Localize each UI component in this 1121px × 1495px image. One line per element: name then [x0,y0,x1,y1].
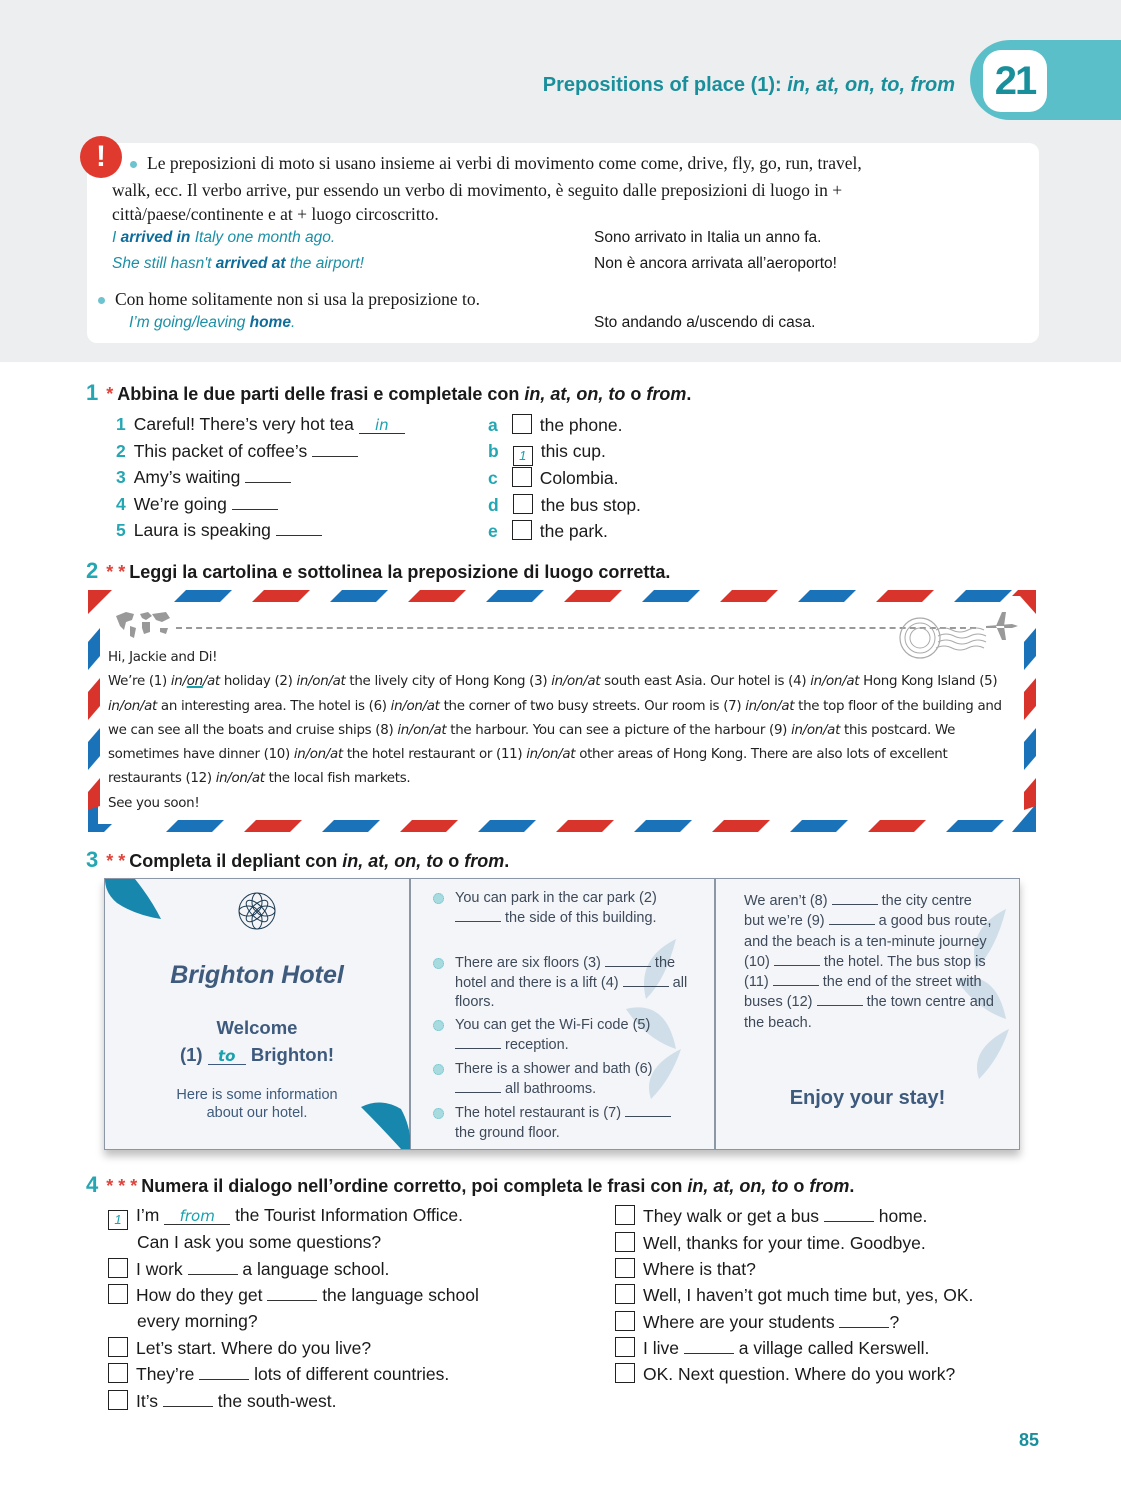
answer-blank[interactable]: to [208,1049,246,1065]
brochure-panel-cover [104,878,410,1150]
answer-blank[interactable] [829,913,875,925]
airmail-corner-top-left [88,590,112,614]
difficulty-stars-icon: * * * [106,1176,138,1196]
order-checkbox[interactable] [615,1258,635,1278]
text: We’re (1) [108,674,171,690]
dialogue-line [615,1363,955,1385]
page-title [543,74,955,97]
note-para2 [98,289,480,310]
example-bold: arrived in [120,229,191,246]
info-text [105,1086,409,1122]
text: They walk or get a bus [643,1206,824,1226]
opt-in: in/ [170,674,187,690]
answer-blank[interactable] [312,441,358,457]
hotel-brochure [104,878,1020,1150]
instruction-italic: from [809,1176,850,1196]
item-text: This packet of coffee’s [133,441,308,461]
answer-blank[interactable]: in [359,418,405,434]
text: We aren’t (8) [744,893,832,909]
answer-blank[interactable] [824,1206,874,1222]
text: the side of this building. [501,909,657,926]
example-text: the airport! [285,255,364,272]
dialogue-line [615,1337,929,1359]
order-checkbox[interactable] [108,1284,128,1304]
text: Where are your students [643,1312,840,1332]
bullet-icon [130,161,137,168]
text: the language school [317,1285,479,1305]
item-letter: d [488,495,499,515]
note-example-2 [112,255,364,273]
ex1-right-item [488,520,608,542]
exercise-2-heading [86,558,670,584]
title-prepositions: in, at, on, to, from [787,74,955,96]
order-checkbox[interactable] [615,1337,635,1357]
text: OK. Next question. Where do you work? [643,1364,956,1384]
note-translation-1: Sono arrivato in Italia un anno fa. [594,229,822,246]
text: the corner of two busy streets. Our room is (7) [439,698,746,714]
exercise-4-heading: 4 * * * Numera il dialogo nell’ordine corretto, poi completa le frasi con in, at, on, to o from. [86,1172,855,1197]
item-number: 2 [116,441,126,461]
answer-blank[interactable] [684,1338,734,1354]
option-4[interactable]: in/on/at [810,674,860,690]
bullet-icon [98,297,105,304]
option-6[interactable]: in/on/at [390,698,440,714]
bullet-icon [433,958,444,969]
order-checkbox[interactable] [615,1311,635,1331]
difficulty-stars-icon: * [106,384,114,404]
item-text: Laura is speaking [133,520,271,540]
opt-on-underlined: on [186,674,203,690]
answer-blank[interactable] [605,955,651,967]
example-text: . [290,314,296,331]
ex1-right-item [488,414,622,436]
item-text: the park. [539,521,608,541]
order-checkbox[interactable] [615,1232,635,1252]
note-para1-line2: walk, ecc. Il verbo arrive, pur essendo un verbo di movimento, è seguito dalle preposizioni di luogo in + [112,180,843,200]
example-text: I [112,229,121,246]
text: The hotel restaurant is (7) [455,1105,626,1121]
item-letter: c [488,468,498,488]
option-1[interactable] [171,674,220,689]
answer-blank[interactable] [832,893,878,905]
ex1-left-item [116,494,278,515]
note-text: Con home solitamente non si usa la preposizione to. [115,289,481,309]
instruction-text: Completa il depliant con [129,851,343,871]
text: the lively city of Hong Kong (3) [345,674,552,690]
text: It’s [136,1391,163,1411]
instruction-text: o [443,851,465,871]
ex1-left-item [116,441,358,462]
text: ? [889,1312,900,1332]
item-text: this cup. [540,441,606,461]
text: all floors. [455,974,688,1010]
item-letter: b [488,441,499,461]
text: I’m [136,1205,165,1225]
ex1-left-item [116,467,291,488]
checkbox[interactable] [513,494,533,514]
text: this postcard. We sometimes have dinner (10) [108,722,956,763]
option-8[interactable]: in/on/at [397,722,447,738]
option-5[interactable]: in/on/at [108,698,157,714]
world-map-icon [112,608,172,642]
text: Well, I haven’t got much time but, yes, OK. [643,1285,974,1305]
answer-blank[interactable] [455,910,501,922]
ex1-right-item [488,467,619,489]
text: the top floor of the building and we can see all the boats and cruise ships (8) [108,698,1002,738]
instruction-text: Leggi la cartolina e sottolinea la preposizione di luogo corretta. [129,562,671,582]
difficulty-stars-icon: * * [106,851,126,871]
item-number: 5 [116,520,126,540]
dialogue-line [108,1205,463,1230]
note-para1-line3: città/paese/continente e at + luogo circoscritto. [112,204,439,224]
answer-blank[interactable] [276,520,322,536]
answer-blank[interactable]: from [164,1209,230,1225]
answer-blank[interactable] [455,1037,501,1049]
item-text: the phone. [539,415,623,435]
airmail-stripe-top [166,590,1046,602]
exercise-number: 3 [86,847,99,872]
exercise-3-heading: 3 * * Completa il depliant con in, at, on, to o from. [86,847,510,872]
text: Where is that? [643,1259,756,1279]
item-text: the bus stop. [540,495,641,515]
mandala-logo-icon [237,891,277,931]
bullet-icon [433,1064,444,1075]
order-checkbox[interactable] [615,1205,635,1225]
postcard [88,590,1036,832]
airmail-stripe-bottom [166,820,1046,832]
text: (1) [179,1044,208,1065]
welcome-line-2 [105,1041,409,1068]
exclamation-icon: ! [80,136,122,178]
example-text: I’m going/leaving [129,314,250,331]
answer-blank[interactable] [623,975,669,987]
note-text: Le preposizioni di moto si usano insieme ai verbi di movimento come come, drive, fly, go, run, travel, [147,153,862,173]
option-2[interactable]: in/on/at [296,674,346,690]
item-text: Colombia. [539,468,619,488]
exercise-number: 2 [86,558,99,583]
order-checkbox[interactable] [108,1363,128,1383]
text: the town centre and the beach. [744,994,994,1031]
text: the local fish markets. [264,771,411,787]
postcard-dashed-line [176,627,976,629]
text: reception. [501,1036,569,1053]
example-text: Italy one month ago. [190,229,336,246]
brochure-bullet [431,1060,691,1099]
instruction-text: o [788,1176,810,1196]
brochure-panel-info [410,878,715,1150]
text: I work [136,1259,188,1279]
brochure-bullet [431,889,691,928]
example-bold: arrived at [215,255,286,272]
text: a village called Kerswell. [733,1338,930,1358]
answer-blank[interactable] [773,974,819,986]
page-number: 85 [1019,1430,1040,1450]
text: There are six floors (3) [455,955,605,971]
text: I live [643,1338,684,1358]
ex1-right-item [488,494,641,516]
answer-blank[interactable] [839,1312,889,1328]
postcard-text [108,646,1018,816]
dialogue-line [615,1258,756,1280]
note-translation-2: Non è ancora arrivata all’aeroporto! [594,255,837,272]
brochure-bullet [431,1104,691,1143]
dialogue-line [108,1258,389,1280]
option-7[interactable]: in/on/at [745,698,795,714]
order-checkbox[interactable] [108,1390,128,1410]
brochure-bullet [431,1016,691,1055]
item-number: 4 [116,494,126,514]
item-text: Amy’s waiting [133,467,241,487]
example-text: She still hasn't [112,255,216,272]
dialogue-line-cont: every morning? [137,1311,258,1331]
instruction-italic: in, at, on, to [342,851,444,871]
dialogue-line-cont: Can I ask you some questions? [137,1232,382,1252]
checkbox[interactable] [512,414,532,434]
answer-blank[interactable] [232,494,278,510]
instruction-text: o [625,384,647,404]
text: the harbour. You can see a picture of the harbour (9) [446,722,792,738]
bullet-icon [433,1108,444,1119]
opt-at: /at [202,674,220,690]
text: Hong Kong Island (5) [859,674,998,690]
item-letter: e [488,521,498,541]
text: the hotel and there is a lift (4) [455,955,676,991]
instruction-italic: from [464,851,505,871]
option-9[interactable]: in/on/at [791,722,841,738]
item-text: Careful! There’s very hot tea [133,414,354,434]
title-text: Prepositions of place (1): [542,74,788,96]
checkbox[interactable] [512,467,532,487]
text: the south-west. [212,1391,337,1411]
note-para1-line1 [130,153,862,174]
airmail-stripe-left [88,620,100,810]
answer-blank[interactable] [455,1081,501,1093]
text: Let’s start. Where do you live? [136,1338,372,1358]
instruction-italic: in, at, on, to [524,384,626,404]
exercise-number: 4 [86,1172,99,1197]
text: You can park in the car park (2) [455,890,657,906]
info-line: Here is some information [176,1087,338,1103]
example-bold: home [249,314,291,331]
text: the hotel. The bus stop is (11) [744,953,986,991]
option-11[interactable]: in/on/at [526,747,576,763]
checkbox[interactable]: 1 [513,446,533,466]
ex1-left-item [116,520,322,541]
answer-blank[interactable] [245,467,291,483]
dialogue-line [108,1363,449,1385]
welcome-line: Welcome [216,1017,298,1038]
item-letter: a [488,415,498,435]
ex1-left-item [116,414,405,435]
welcome-text [105,1014,409,1068]
answer-blank[interactable] [625,1105,671,1117]
option-12[interactable]: in/on/at [215,771,265,787]
bullet-icon [433,893,444,904]
text: You can get the Wi-Fi code (5) [455,1017,651,1033]
text: the end of the street with buses (12) [744,974,982,1011]
text: There is a shower and bath (6) [455,1061,653,1077]
option-3[interactable]: in/on/at [551,674,601,690]
text: holiday (2) [219,674,297,690]
dialogue-line [615,1284,973,1306]
text: Well, thanks for your time. Goodbye. [643,1233,926,1253]
instruction-italic: in, at, on, to [687,1176,789,1196]
text: an interesting area. The hotel is (6) [156,698,391,714]
exercise-1-heading: 1 * Abbina le due parti delle frasi e completale con in, at, on, to o from. [86,380,692,405]
hotel-name: Brighton Hotel [170,961,344,989]
postcard-greeting: Hi, Jackie and Di! [108,650,218,665]
text: other areas of Hong Kong. There are also lots of excellent restaurants (12) [108,747,948,787]
answer-blank[interactable] [817,994,863,1006]
text: They’re [136,1364,200,1384]
order-checkbox[interactable] [615,1363,635,1383]
answer-blank[interactable] [267,1285,317,1301]
text: the city centre but we’re (9) [744,893,972,930]
text: south east Asia. Our hotel is (4) [600,674,811,690]
brochure-panel-location [715,878,1020,1150]
postcard-signoff: See you soon! [108,795,200,811]
text: a good bus route, and the beach is a ten-minute journey (10) [744,913,992,970]
order-checkbox[interactable]: 1 [108,1210,128,1230]
ex1-right-item [488,441,606,466]
unit-number: 21 [983,50,1047,112]
item-text: We’re going [133,494,227,514]
airmail-stripe-right [1024,620,1036,810]
item-number: 3 [116,467,126,487]
text: the Tourist Information Office. [230,1205,464,1225]
difficulty-stars-icon: * * [106,562,126,582]
exercise-number: 1 [86,380,99,405]
answer-blank[interactable] [199,1364,249,1380]
note-example-1 [112,229,335,247]
note-translation-3: Sto andando a/uscendo di casa. [594,314,816,331]
text: home. [873,1206,928,1226]
dialogue-line [108,1337,371,1359]
instruction-text: Numera il dialogo nell’ordine corretto, poi completa le frasi con [141,1176,688,1196]
answer-blank[interactable] [774,954,820,966]
order-checkbox[interactable] [108,1258,128,1278]
text: a language school. [237,1259,390,1279]
enjoy-stay-text: Enjoy your stay! [789,1087,946,1109]
dialogue-line [615,1232,926,1254]
answer-blank[interactable] [188,1259,238,1275]
brochure-bullet [431,954,691,1013]
text: Brighton! [245,1044,335,1065]
postcard-body [108,670,1018,791]
text: the hotel restaurant or (11) [342,747,527,763]
instruction-italic: from [646,384,687,404]
dialogue-line [615,1205,927,1227]
order-checkbox[interactable] [615,1284,635,1304]
checkbox[interactable] [512,520,532,540]
dialogue-line [108,1284,479,1306]
text: lots of different countries. [249,1364,450,1384]
text: all bathrooms. [501,1080,597,1097]
item-number: 1 [116,414,126,434]
leaf-decoration-icon [105,879,161,921]
airplane-icon [986,612,1018,640]
answer-blank[interactable] [163,1391,213,1407]
text: the ground floor. [455,1124,560,1141]
info-line: about our hotel. [206,1105,308,1121]
option-10[interactable]: in/on/at [293,747,343,763]
bullet-icon [433,1020,444,1031]
instruction-text: Abbina le due parti delle frasi e completale con [117,384,525,404]
text: How do they get [136,1285,268,1305]
dialogue-line [108,1390,336,1412]
order-checkbox[interactable] [108,1337,128,1357]
location-text [744,891,994,1033]
dialogue-line [615,1311,899,1333]
note-example-3 [129,314,295,332]
